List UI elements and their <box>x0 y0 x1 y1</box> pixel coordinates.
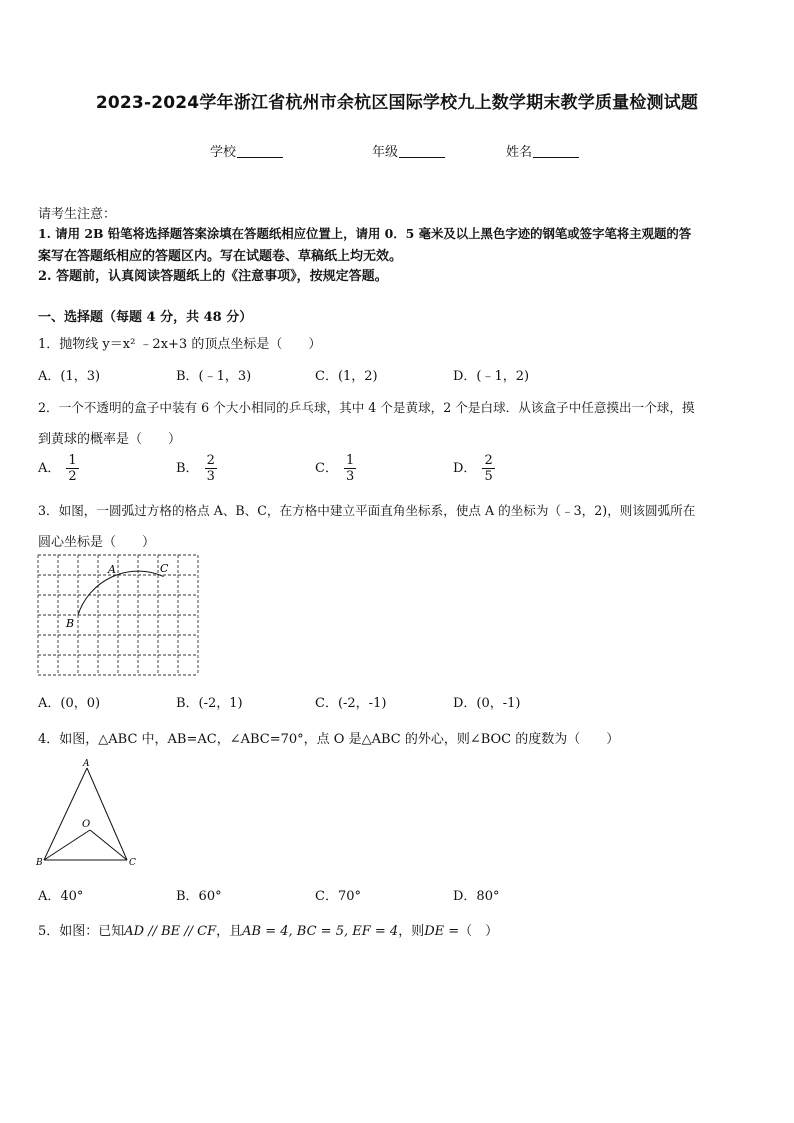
q3-option-d[interactable]: D．(0，-1) <box>453 696 521 711</box>
name-blank[interactable] <box>533 144 579 158</box>
q4-stem: 4．如图，△ABC 中，AB=AC，∠ABC=70°，点 O 是△ABC 的外心，则∠BOC 的度数为（ ） <box>38 732 620 747</box>
q3-grid-figure <box>37 554 199 676</box>
grade-field[interactable] <box>372 141 445 160</box>
q5-question-expr: DE = <box>424 924 460 939</box>
side-ac <box>87 768 127 860</box>
q2-option-a-letter: A． <box>38 461 61 476</box>
denominator: 2 <box>68 469 77 484</box>
q2-option-b-letter: B． <box>176 461 199 476</box>
grid-lines <box>38 555 198 675</box>
q3-stem-line1: 3．如图，一圆弧过方格的格点 A、B、C，在方格中建立平面直角坐标系，使点 A 的坐标为（﹣3，2)，则该圆弧所在 <box>38 503 696 518</box>
numerator: 2 <box>484 453 493 468</box>
name-field[interactable] <box>506 141 579 160</box>
point-o-label: O <box>82 819 91 830</box>
q5-suffix: （ ） <box>459 924 499 939</box>
q4-option-a[interactable]: A．40° <box>38 889 84 904</box>
notice-item1-line1: 1. 请用 2B 铅笔将选择题答案涂填在答题纸相应位置上，请用 0．5 毫米及以上黑色字迹的钢笔或签字笔将主观题的答 <box>38 226 692 241</box>
q3-option-c[interactable]: C．(-2，-1) <box>315 696 387 711</box>
name-label: 姓名 <box>506 145 533 160</box>
q1-stem: 1．抛物线 y＝x² ﹣2x+3 的顶点坐标是（ ） <box>38 337 322 352</box>
grade-label: 年级 <box>372 145 399 160</box>
vertex-b-label: B <box>36 858 43 868</box>
numerator: 2 <box>206 453 215 468</box>
q1-option-b[interactable]: B．(﹣1，3) <box>176 369 252 384</box>
q2-option-a[interactable] <box>38 453 79 484</box>
point-c-label: C <box>160 562 169 575</box>
q1-option-c[interactable]: C．(1，2) <box>315 369 378 384</box>
q2-option-d-letter: D． <box>453 461 477 476</box>
section-heading: 一、选择题（每题 4 分，共 48 分） <box>38 310 253 325</box>
q2-option-b[interactable] <box>176 453 217 484</box>
page-title: 2023-2024学年浙江省杭州市余杭区国际学校九上数学期末教学质量检测试题 <box>95 93 699 113</box>
segment-co <box>90 830 127 860</box>
q2-option-d[interactable] <box>453 453 495 484</box>
vertex-c-label: C <box>129 858 136 868</box>
q2-option-c-fraction <box>344 453 356 484</box>
point-b-label: B <box>66 617 75 630</box>
notice-heading: 请考生注意： <box>38 207 117 222</box>
numerator: 1 <box>345 453 355 468</box>
school-field[interactable] <box>210 141 283 160</box>
notice-item1-line2: 案写在答题纸相应的答题区内。写在试题卷、草稿纸上均无效。 <box>38 249 403 264</box>
q2-option-d-fraction <box>482 453 494 484</box>
q2-stem-line1: 2．一个不透明的盒子中装有 6 个大小相同的乒乓球，其中 4 个是黄球，2 个是白球．从该盒子中任意摸出一个球，摸 <box>38 400 695 415</box>
arc <box>78 571 164 615</box>
denominator: 3 <box>206 469 215 484</box>
point-a-label: A <box>108 563 116 576</box>
q1-option-d[interactable]: D．(﹣1，2) <box>453 369 530 384</box>
q5-stem <box>38 920 498 939</box>
school-blank[interactable] <box>237 144 283 158</box>
q5-prefix: 5．如图：已知 <box>38 924 125 939</box>
q4-option-c[interactable]: C．70° <box>315 889 361 904</box>
vertex-a-label: A <box>83 759 90 769</box>
q4-triangle-figure <box>34 756 140 868</box>
school-label: 学校 <box>210 145 237 160</box>
q4-option-b[interactable]: B．60° <box>176 889 222 904</box>
q2-option-c-letter: C． <box>315 461 338 476</box>
q1-option-a[interactable]: A．(1，3) <box>38 369 101 384</box>
q2-option-a-fraction <box>66 453 78 484</box>
notice-item2: 2. 答题前，认真阅读答题纸上的《注意事项》，按规定答题。 <box>38 269 388 284</box>
denominator: 3 <box>345 469 355 484</box>
q5-parallel-condition: AD // BE // CF <box>124 924 217 939</box>
q4-option-d[interactable]: D．80° <box>453 889 500 904</box>
q3-option-a[interactable]: A．(0，0) <box>38 696 101 711</box>
q2-option-b-fraction <box>205 453 217 484</box>
q2-stem-line2: 到黄球的概率是（ ） <box>38 432 182 447</box>
q5-mid: ，且 <box>216 924 243 939</box>
q3-option-b[interactable]: B．(-2，1) <box>176 696 243 711</box>
q2-option-c[interactable] <box>315 453 356 484</box>
q5-mid2: ，则 <box>398 924 425 939</box>
q3-stem-line2: 圆心坐标是（ ） <box>38 535 156 550</box>
numerator: 1 <box>68 453 77 468</box>
grade-blank[interactable] <box>399 144 445 158</box>
denominator: 5 <box>484 469 493 484</box>
q5-length-condition: AB = 4, BC = 5, EF = 4 <box>242 924 399 939</box>
